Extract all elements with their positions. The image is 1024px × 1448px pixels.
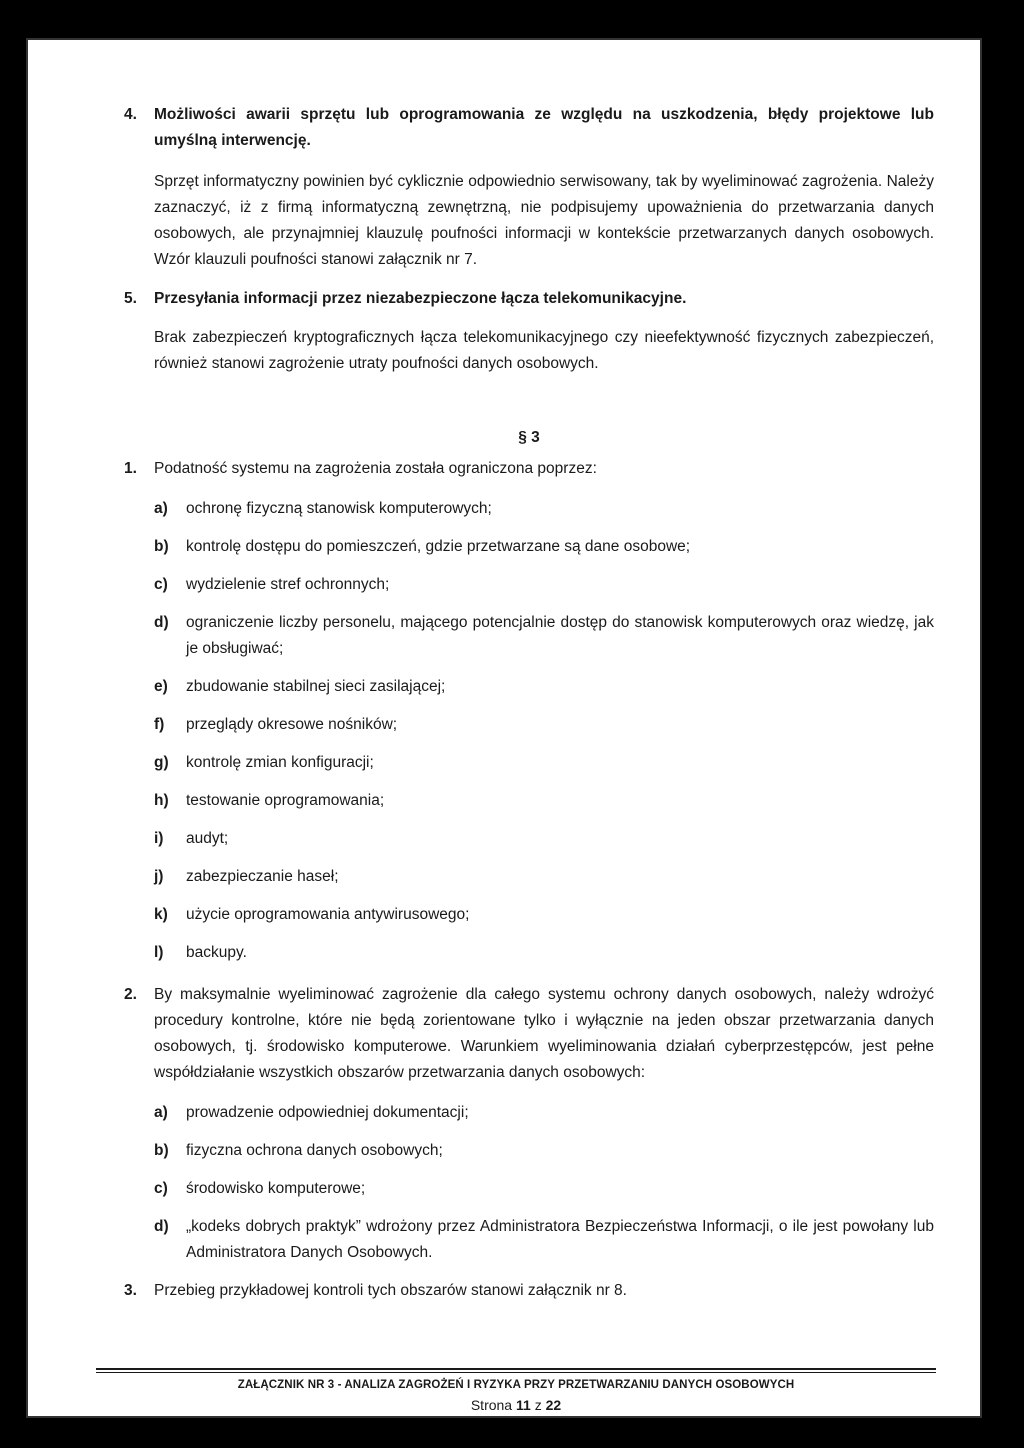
point-3 — [124, 1278, 934, 1304]
point-1 — [124, 456, 934, 482]
list-item — [154, 712, 934, 738]
list-item-letter: g) — [154, 754, 169, 771]
list-item — [154, 902, 934, 928]
page-current: 11 — [515, 1397, 531, 1413]
list-item — [154, 1176, 934, 1202]
list-item-text: użycie oprogramowania antywirusowego; — [186, 906, 470, 923]
list-item-text: „kodeks dobrych praktyk” wdrożony przez Administratora Bezpieczeństwa Informacji, o ile jest powołany lub Administratora Danych Osobowych. — [186, 1218, 934, 1261]
list-item-text: prowadzenie odpowiedniej dokumentacji; — [186, 1104, 469, 1121]
list-item — [154, 674, 934, 700]
list-item-letter: a) — [154, 1104, 168, 1121]
list-item — [154, 610, 934, 662]
list-item-letter: h) — [154, 792, 169, 809]
item-5-heading — [124, 286, 934, 312]
list-item-text: audyt; — [186, 830, 229, 847]
point-1-number: 1. — [124, 460, 137, 477]
list-item — [154, 1138, 934, 1164]
list-item — [154, 1214, 934, 1266]
list-item-letter: e) — [154, 678, 168, 695]
list-item-text: ochronę fizyczną stanowisk komputerowych; — [186, 500, 492, 517]
list-item-text: środowisko komputerowe; — [186, 1180, 366, 1197]
list-item-text: kontrolę zmian konfiguracji; — [186, 754, 374, 771]
list-item-letter: f) — [154, 716, 165, 733]
page-separator: z — [534, 1397, 542, 1413]
page-total: 22 — [545, 1397, 562, 1413]
point-3-text: Przebieg przykładowej kontroli tych obszarów stanowi załącznik nr 8. — [154, 1282, 627, 1299]
item-4-body: Sprzęt informatyczny powinien być cyklicznie odpowiednio serwisowany, tak by wyeliminować zagrożenia. Należy zaznaczyć, iż z firmą informatyczną zewnętrzną, nie podpisujemy upoważnienia do przetwarzania danych osobowych, ale przynajmniej klauzulę poufności informacji w kontekście przetwarzanych danych osobowych. Wzór klauzuli poufności stanowi załącznik nr 7. — [154, 173, 934, 268]
point-2-number: 2. — [124, 986, 137, 1003]
list-item — [154, 788, 934, 814]
list-item — [154, 572, 934, 598]
list-item-text: fizyczna ochrona danych osobowych; — [186, 1142, 443, 1159]
list-item — [154, 496, 934, 522]
point-2-list — [124, 1100, 934, 1266]
footer-divider — [96, 1368, 936, 1370]
document-content — [124, 92, 934, 1304]
list-item — [154, 750, 934, 776]
section-mark: § 3 — [518, 429, 540, 446]
point-2 — [124, 982, 934, 1086]
list-item-letter: k) — [154, 906, 168, 923]
list-item-letter: d) — [154, 614, 169, 631]
list-item-letter: j) — [154, 868, 164, 885]
list-item-text: wydzielenie stref ochronnych; — [186, 576, 390, 593]
list-item-letter: c) — [154, 576, 168, 593]
list-item-letter: l) — [154, 944, 164, 961]
point-1-intro: Podatność systemu na zagrożenia została ograniczona poprzez: — [154, 460, 597, 477]
list-item — [154, 940, 934, 966]
list-item-letter: d) — [154, 1218, 169, 1235]
item-4-heading — [124, 102, 934, 154]
list-item-text: testowanie oprogramowania; — [186, 792, 385, 809]
item-4-number: 4. — [124, 106, 137, 123]
list-item-letter: b) — [154, 538, 169, 555]
list-item — [154, 534, 934, 560]
footer-title: ZAŁĄCZNIK NR 3 - ANALIZA ZAGROŻEŃ I RYZYKA PRZY PRZETWARZANIU DANYCH OSOBOWYCH — [237, 1379, 795, 1391]
list-item-text: kontrolę dostępu do pomieszczeń, gdzie przetwarzane są dane osobowe; — [186, 538, 691, 555]
item-5-heading-text: Przesyłania informacji przez niezabezpieczone łącza telekomunikacyjne. — [154, 290, 687, 307]
list-item-text: zbudowanie stabilnej sieci zasilającej; — [186, 678, 446, 695]
footer-divider-thin — [96, 1372, 936, 1373]
list-item-text: zabezpieczanie haseł; — [186, 868, 339, 885]
point-1-list — [124, 496, 934, 966]
list-item — [154, 826, 934, 852]
list-item-letter: a) — [154, 500, 168, 517]
list-item-letter: b) — [154, 1142, 169, 1159]
point-3-number: 3. — [124, 1282, 137, 1299]
page-prefix: Strona — [470, 1397, 513, 1413]
list-item-text: przeglądy okresowe nośników; — [186, 716, 398, 733]
footer-page-number — [96, 1397, 936, 1413]
list-item-letter: c) — [154, 1180, 168, 1197]
list-item-text: backupy. — [186, 944, 247, 961]
list-item-letter: i) — [154, 830, 164, 847]
list-item — [154, 1100, 934, 1126]
list-item-text: ograniczenie liczby personelu, mającego potencjalnie dostęp do stanowisk komputerowych oraz wiedzę, jak je obsługiwać; — [186, 614, 934, 657]
item-5-body: Brak zabezpieczeń kryptograficznych łącza telekomunikacyjnego czy nieefektywność fizycznych zabezpieczeń, również stanowi zagrożenie utraty poufności danych osobowych. — [154, 329, 934, 372]
item-4-heading-text: Możliwości awarii sprzętu lub oprogramowania ze względu na uszkodzenia, błędy projektowe lub umyślną interwencję. — [154, 106, 934, 149]
item-5-number: 5. — [124, 290, 137, 307]
point-2-intro: By maksymalnie wyeliminować zagrożenie dla całego systemu ochrony danych osobowych, należy wdrożyć procedury kontrolne, które nie będą zorientowane tylko i wyłącznie na jeden obszar przetwarzania danych osobowych, tj. środowisko komputerowe. Warunkiem wyeliminowania działań cyberprzestępców, jest pełne współdziałanie wszystkich obszarów przetwarzania danych osobowych: — [154, 986, 934, 1081]
list-item — [154, 864, 934, 890]
document-page — [26, 38, 982, 1418]
